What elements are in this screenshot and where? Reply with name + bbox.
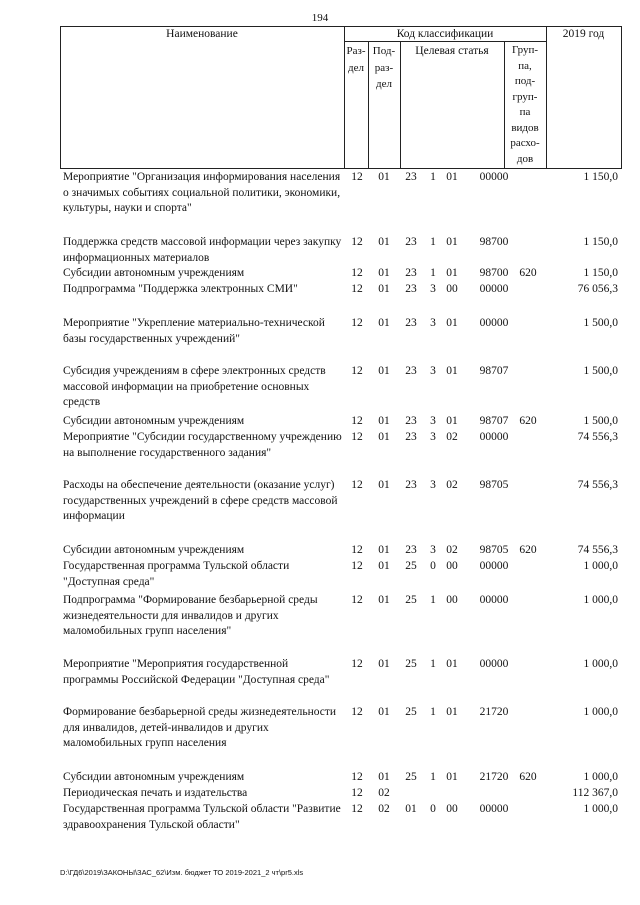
row-code-c3: 01 — [446, 317, 458, 329]
row-name: Мероприятие "Мероприятия государственной программы Российской Федерации "Доступная среда" — [63, 658, 330, 686]
row-code-c3: 00 — [446, 803, 458, 815]
row-code-c2: 1 — [430, 771, 436, 783]
row-amount: 74 556,3 — [577, 479, 618, 491]
row-code-pr: 01 — [378, 560, 390, 572]
row-code-c2: 3 — [430, 317, 436, 329]
row-code-c2: 3 — [430, 283, 436, 295]
row-code-rz: 12 — [351, 594, 363, 606]
row-code-rz: 12 — [351, 415, 363, 427]
row-code-c1: 25 — [405, 560, 417, 572]
row-code-c3: 02 — [446, 479, 458, 491]
row-code-pr: 01 — [378, 267, 390, 279]
header-name: Наименование — [166, 28, 238, 40]
row-name: Поддержка средств массовой информации через закупку информационных материалов — [63, 236, 342, 264]
row-code-c4: 00000 — [479, 560, 509, 572]
header-target: Целевая статья — [415, 45, 489, 57]
row-code-c2: 3 — [430, 365, 436, 377]
row-code-c1: 23 — [405, 365, 417, 377]
row-code-c4: 98705 — [479, 544, 509, 556]
row-code-c1: 25 — [405, 658, 417, 670]
row-name: Субсидии автономным учреждениям — [63, 771, 245, 783]
row-code-c4: 00000 — [479, 658, 509, 670]
row-code-rz: 12 — [351, 431, 363, 443]
row-code-c4: 00000 — [479, 171, 509, 183]
row-code-pr: 01 — [378, 594, 390, 606]
file-path: D:\ГД6\2019\ЗАКОНЫ\ЗАС_62\Изм. бюджет ТО 2019-2021_2 чт\pr5.xls — [60, 868, 304, 877]
row-code-c1: 23 — [405, 431, 417, 443]
row-code-pr: 01 — [378, 415, 390, 427]
row-code-pr: 01 — [378, 317, 390, 329]
row-code-c3: 02 — [446, 431, 458, 443]
row-amount: 1 000,0 — [583, 560, 618, 572]
row-name: Подпрограмма "Поддержка электронных СМИ" — [63, 283, 298, 295]
row-code-c1: 23 — [405, 317, 417, 329]
row-code-c3: 01 — [446, 267, 458, 279]
row-code-c1: 23 — [405, 171, 417, 183]
page-number: 194 — [311, 12, 329, 24]
row-code-c1: 25 — [405, 594, 417, 606]
row-code-c2: 3 — [430, 544, 436, 556]
row-code-pr: 02 — [378, 803, 390, 815]
row-name: Мероприятие "Субсидии государственному учреждению на выполнение государственного задания" — [63, 431, 342, 459]
row-code-c4: 21720 — [479, 771, 509, 783]
row-code-vr: 620 — [519, 544, 537, 556]
row-code-c3: 01 — [446, 771, 458, 783]
row-name: Формирование безбарьерной среды жизнедеятельности для инвалидов, детей-инвалидов и других маломобильных групп населения — [63, 706, 337, 749]
row-code-rz: 12 — [351, 479, 363, 491]
row-code-c4: 98700 — [479, 236, 509, 248]
row-code-c1: 25 — [405, 706, 417, 718]
row-code-pr: 01 — [378, 236, 390, 248]
row-code-c2: 3 — [430, 431, 436, 443]
row-code-c2: 3 — [430, 479, 436, 491]
row-name: Мероприятие "Организация информирования населения о значимых событиях социальной политики, экономики, культуры, науки и спорта" — [63, 171, 341, 214]
row-code-c4: 00000 — [479, 283, 509, 295]
row-amount: 74 556,3 — [577, 544, 618, 556]
row-code-c4: 98707 — [479, 415, 509, 427]
row-amount: 1 150,0 — [583, 236, 618, 248]
row-code-vr: 620 — [519, 415, 537, 427]
row-amount: 1 000,0 — [583, 803, 618, 815]
row-amount: 1 000,0 — [583, 771, 618, 783]
row-code-rz: 12 — [351, 283, 363, 295]
row-code-rz: 12 — [351, 803, 363, 815]
row-amount: 1 000,0 — [583, 658, 618, 670]
row-code-c3: 01 — [446, 171, 458, 183]
row-code-c4: 98707 — [479, 365, 509, 377]
row-name: Мероприятие "Укрепление материально-технической базы государственных учреждений" — [63, 317, 325, 345]
row-code-c3: 01 — [446, 706, 458, 718]
row-amount: 1 500,0 — [583, 415, 618, 427]
row-code-pr: 01 — [378, 171, 390, 183]
row-code-rz: 12 — [351, 771, 363, 783]
row-code-c3: 00 — [446, 283, 458, 295]
row-code-rz: 12 — [351, 267, 363, 279]
row-code-c3: 01 — [446, 658, 458, 670]
row-code-rz: 12 — [351, 658, 363, 670]
row-code-c1: 23 — [405, 544, 417, 556]
row-code-pr: 01 — [378, 771, 390, 783]
row-code-vr: 620 — [519, 771, 537, 783]
header-year: 2019 год — [562, 28, 605, 40]
row-code-c1: 23 — [405, 415, 417, 427]
row-name: Расходы на обеспечение деятельности (оказание услуг) государственных учреждений в сфере средств массовой информации — [63, 479, 338, 522]
row-code-rz: 12 — [351, 365, 363, 377]
row-code-c2: 1 — [430, 236, 436, 248]
row-code-c4: 00000 — [479, 431, 509, 443]
row-code-c4: 00000 — [479, 317, 509, 329]
row-code-c4: 98700 — [479, 267, 509, 279]
row-code-c1: 25 — [405, 771, 417, 783]
row-name: Субсидия учреждениям в сфере электронных средств массовой информации на приобретение основных средств — [63, 365, 326, 408]
row-code-c1: 23 — [405, 283, 417, 295]
row-code-c3: 00 — [446, 594, 458, 606]
row-code-c1: 23 — [405, 479, 417, 491]
row-code-c1: 01 — [405, 803, 417, 815]
row-code-rz: 12 — [351, 317, 363, 329]
row-code-c3: 01 — [446, 415, 458, 427]
table-header — [60, 26, 622, 168]
row-code-pr: 01 — [378, 544, 390, 556]
row-amount: 112 367,0 — [572, 787, 618, 799]
row-code-rz: 12 — [351, 706, 363, 718]
header-section: Раз- дел — [346, 45, 366, 74]
row-code-rz: 12 — [351, 236, 363, 248]
row-amount: 1 500,0 — [583, 365, 618, 377]
row-code-pr: 01 — [378, 479, 390, 491]
row-code-c3: 01 — [446, 365, 458, 377]
row-code-c2: 1 — [430, 658, 436, 670]
row-name: Субсидии автономным учреждениям — [63, 267, 245, 279]
row-code-c2: 1 — [430, 171, 436, 183]
row-code-c2: 1 — [430, 706, 436, 718]
row-code-c3: 01 — [446, 236, 458, 248]
row-code-c1: 23 — [405, 267, 417, 279]
row-name: Подпрограмма "Формирование безбарьерной среды жизнедеятельности для инвалидов и других маломобильных групп населения" — [63, 594, 318, 637]
row-code-c2: 0 — [430, 803, 436, 815]
row-code-c2: 1 — [430, 267, 436, 279]
row-amount: 1 150,0 — [583, 267, 618, 279]
row-code-rz: 12 — [351, 560, 363, 572]
row-code-c3: 00 — [446, 560, 458, 572]
row-code-pr: 01 — [378, 706, 390, 718]
row-code-rz: 12 — [351, 171, 363, 183]
header-group: Груп- па, под- груп- па видов расхо- дов — [510, 44, 540, 165]
row-amount: 1 000,0 — [583, 706, 618, 718]
row-code-c3: 02 — [446, 544, 458, 556]
row-code-vr: 620 — [519, 267, 537, 279]
row-code-pr: 02 — [378, 787, 390, 799]
row-amount: 1 000,0 — [583, 594, 618, 606]
row-amount: 74 556,3 — [577, 431, 618, 443]
row-code-rz: 12 — [351, 787, 363, 799]
row-code-c2: 1 — [430, 594, 436, 606]
row-code-c2: 0 — [430, 560, 436, 572]
row-amount: 1 150,0 — [583, 171, 618, 183]
row-code-c4: 00000 — [479, 803, 509, 815]
row-code-pr: 01 — [378, 658, 390, 670]
header-classification: Код классификации — [396, 28, 494, 40]
row-name: Периодическая печать и издательства — [63, 787, 248, 799]
row-code-c4: 21720 — [479, 706, 509, 718]
row-code-c4: 00000 — [479, 594, 509, 606]
row-code-c1: 23 — [405, 236, 417, 248]
row-code-pr: 01 — [378, 365, 390, 377]
header-subsection: Под- раз- дел — [372, 45, 396, 90]
row-name: Субсидии автономным учреждениям — [63, 544, 245, 556]
row-name: Субсидии автономным учреждениям — [63, 415, 245, 427]
row-amount: 76 056,3 — [577, 283, 618, 295]
row-amount: 1 500,0 — [583, 317, 618, 329]
row-code-pr: 01 — [378, 431, 390, 443]
row-code-pr: 01 — [378, 283, 390, 295]
row-code-rz: 12 — [351, 544, 363, 556]
row-code-c4: 98705 — [479, 479, 509, 491]
row-code-c2: 3 — [430, 415, 436, 427]
row-name: Государственная программа Тульской области "Развитие здравоохранения Тульской области" — [63, 803, 341, 831]
row-name: Государственная программа Тульской области "Доступная среда" — [63, 560, 290, 588]
